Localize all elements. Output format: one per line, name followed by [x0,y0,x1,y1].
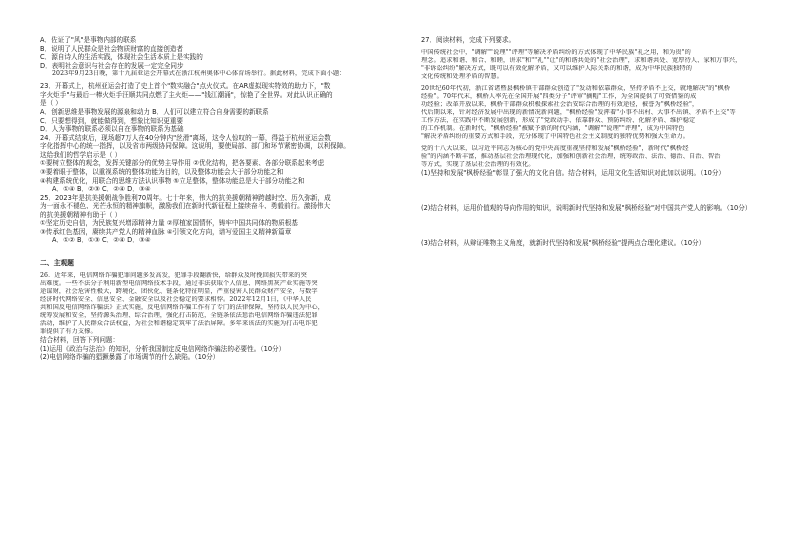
q25-option: ③传承红色基因，赓续共产党人的精神血脉 ④引领文化方向，谱写爱国主义精神新篇章 [40,227,292,236]
left-column [40,36,394,362]
q27-sub1: (1)坚持和发展"枫桥经验"彰显了强大的文化自信。结合材料，运用文化生活知识对此加以说明。（10分） [421,169,726,178]
q23-stem-line: 是（ ） [40,99,62,108]
context-note: 2023年9月23日晚，第十九届亚运会开幕式在浙江杭州奥体中心体育场举行。据此材料，完成下面小题： [52,70,346,78]
option-line: D．表明社会意识与社会存在的发展一定完全同步 [40,61,184,70]
q27-passage-line: 代后期以来，针对经济发展中出现的新情况新问题，"枫桥经验"发挥着"小事不出村、大事不出镇、矛盾不上交"等 [421,109,736,116]
q27-sub3: (3)结合材料，从辩证唯物主义角度，就新时代坚持和发展"枫桥经验"提两点合理化建议。（10分） [421,238,706,247]
q27-passage-line: 党的十八大以来，以习近平同志为核心的党中央高度重视坚持和发展"枫桥经验"，新时代"枫桥经 [421,145,689,153]
q27-passage-line: 工作方法，在实践中不断发展创新，形成了"党政动手、依靠群众、预防纠纷、化解矛盾、维护稳定 [421,117,696,125]
q26-passage-line: 经济时代网络安全、信息安全、金融安全以及社会稳定的要求相悖。2022年12月1日，《中华人民 [40,296,312,304]
q24-option: ④构建系统优化，用联合的思维方法认识事物 ⑤立足整体，整体功能总是大于部分功能之和 [40,176,305,185]
q24-option: ①要树立整体的观念，发挥关键部分的优势主导作用 ②优化结构，把各要素、各部分联系起来考虑 [40,159,325,168]
q25-stem-line: 为一面永不褪色、光芒永恒的精神旗帜，激励我们在新时代新征程上接续奋斗、勇毅前行。激扬伟大 [40,202,331,211]
q26-passage-line: 共和国反电信网络诈骗法》正式实施，反电信网络诈骗工作有了专门的法律保障，坚持以人民为中心， [40,304,325,312]
q27-passage-line: "非诉讼纠纷"解决方式，既可以有效化解矛盾，又可以维护人际关系的和谐，成为中华民族独特的 [421,64,693,72]
option-line: B．说明了人民群众是社会物质财富的直接创造者 [40,44,183,53]
q27-passage-line: 的工作机制。在新时代，"枫桥经验"被赋予新的时代内涵，"调解""说理""评理"，成为中国特色 [421,125,685,133]
q24-choices: A．①④ B．②③ C．②④ D．③④ [52,185,151,194]
q27-passage-line: "解决矛盾纠纷的重要方式和手段，充分体现了中国特色社会主义制度的独特优势和强大生命力。 [421,133,690,141]
right-column [421,36,767,247]
q26-passage-line: 统筹发展和安全，坚持源头治理、综合治理，强化打击防范，全链条依法惩治电信网络诈骗违法犯罪 [40,312,318,320]
q27-passage-line: 20世纪60年代初，浙江省诸暨县枫桥镇干部群众创造了"发动和依靠群众，坚持矛盾不上交，就地解决"的"枫桥 [421,84,731,92]
q27-passage-line: 验"的内涵不断丰富，推动基层社会治理现代化，加强和创新社会治理，统筹政治、法治、德治、自治、智治 [421,153,721,161]
q25-stem-line: 的抗美援朝精神有助于（ ） [40,210,122,219]
q26-passage-line: 26．近年来，电信网络诈骗犯罪问题多发高发，犯罪手段翻新快，给群众及时挽回损失带来的突 [40,271,307,279]
q26-sub2: (2)电信网络诈骗的猖獗暴露了市场调节的什么缺陷。（10分） [40,353,220,362]
q24-option: ③要着眼于整体，以重视系统的整体功能为目的，以及整体功能会大于部分功能之和 [40,167,284,176]
q23-stem-line: 字火炬手"与最后一棒火炬手汪顺共同点燃了主火炬——"钱江潮涌"，惊艳了全世界。对此认识正确的 [40,90,333,99]
q26-passage-line: 活动，维护了人民群众合法权益，为社会和谐稳定筑牢了法治屏障。多年来该法的实施为打击电诈犯 [40,320,318,328]
q27-passage-line: 功经验；改革开放以来，枫桥干部群众积极探索社会治安综合治理的有效途径，被誉为"枫桥经验"， [421,100,699,108]
q26-sub1: (1)运用《政治与法治》的知识，分析我国制定反电信网络诈骗法的必要性。（10分） [40,344,286,353]
q27-passage-line: 等方式，实现了基层社会治理的有效化。 [421,161,535,169]
q24-stem-line: 字化指挥中心的统一指挥，以及省市两级协同保障。这说明，要使局部、部门和环节紧密协调，以利保障。 [40,142,350,151]
option-line: A．佐证了"风"是事物内部的联系 [40,36,137,44]
q23-stem-line: 23．开幕式上，杭州亚运会打造了史上首个"数实融合"点火仪式。在AR虚拟现实特效的助力下，"数 [40,82,331,91]
q26-passage-line: 出难度。一些不法分子利用新型电信网络技术手段，通过非法获取个人信息、网络黑灰产业实施等突 [40,279,318,287]
q26-passage-line: 途谋财，社会危害性极大，跨境化、团伙化、链条化特征明显，严重侵害人民群众财产安全，与数字 [40,287,318,295]
q25-option: ①坚定历史自信，为民族复兴增添精神力量 ②厚植家国情怀，铸牢中国共同体的物质根基 [40,219,298,228]
q27-passage-line: 文化传统和处理矛盾的智慧。 [421,72,504,80]
option-line: C．源自诗人的生活实践，体现社会生活本质上是实践的 [40,53,203,62]
q26-prompt: 结合材料，回答下列问题： [40,336,120,345]
q27-title: 27．阅读材料，完成下列要求。 [421,36,516,44]
q25-choices: A．①② B．①③ C．②④ D．③④ [52,236,151,245]
q27-passage-line: 理念。追求和谐、和合、和睦，讲求"和""礼""让"的和谐共处的"社会治理"，求和谐共处、宽厚待人、家和万事兴， [421,56,742,64]
q27-passage-line: 经验"。70年代末，枫桥人率先在全国开展"四类分子"评审"摘帽"工作，为全国提供了可资借鉴的成 [421,92,697,100]
q23-option: C．只要想得到，就能做得到，想象比知识更重要 [40,116,184,125]
q23-option: A．创新思维是事物发展的源泉和动力 B．人们可以建立符合自身需要的新联系 [40,108,269,116]
q27-sub2: (2)结合材料，运用价值观的导向作用的知识，说明新时代坚持和发展"枫桥经验"对中国共产党人的影响。（10分） [421,204,752,212]
q24-stem-line: 这给我们的哲学启示是（ ） [40,150,122,159]
q25-stem-line: 25．2023年是抗美援朝战争胜利70周年。七十年来，伟大的抗美援朝精神跨越时空、历久弥新，成 [40,193,331,202]
q24-stem-line: 24．开幕式结束后，现场超7万人在40分钟内"丝滑"离场，这令人惊叹的一幕，得益于杭州亚运会数 [40,133,331,142]
q27-passage-line: 中国传统社会中，"调解""说理""评理"等解决矛盾纠纷的方式体现了中华民族"礼之用，和为贵"的 [421,48,691,56]
q23-option: D．人为事物的联系必须以自在事物的联系为基础 [40,125,184,134]
q26-passage-line: 罪提供了有力支撑。 [40,328,97,336]
section-title: 二、主观题 [40,259,74,267]
